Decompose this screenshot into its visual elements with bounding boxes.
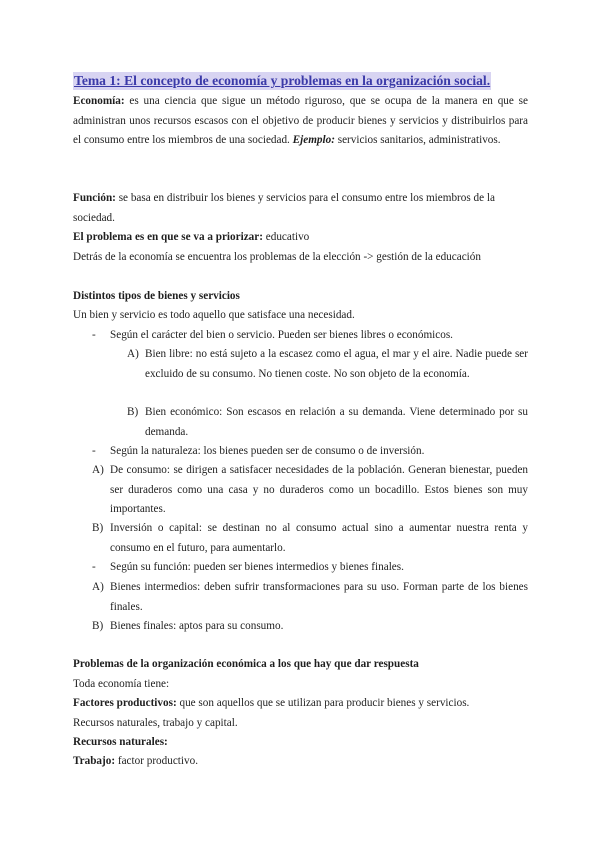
de-consumo-item: De consumo: se dirigen a satisfacer necesidades de la población. Generan bienestar, pueden ser duraderos como una casa y no duraderos como un bocadillo. Estos bienes son muy importantes. [110,464,528,515]
factores-text: que son aquellos que se utilizan para producir bienes y servicios. [179,697,470,709]
ejemplo-text: servicios sanitarios, administrativos. [337,134,501,146]
factores-paragraph [73,694,543,714]
funcion-label: Función: [73,192,116,204]
problemas-line-1: Toda economía tiene: [73,678,170,690]
inversion-item: Inversión o capital: se destinan no al consumo actual sino a aumentar nuestra renta y consumo en el futuro, para aumentarlo. [110,522,528,554]
factores-label: Factores productivos: [73,697,177,709]
economia-label: Economía: [73,95,125,107]
problema-paragraph [73,228,528,248]
list-marker-a: A) [92,581,104,593]
funcion-paragraph [73,189,528,228]
problemas-line-3: Recursos naturales, trabajo y capital. [73,717,238,729]
list-dash: - [92,445,96,457]
tipos-heading: Distintos tipos de bienes y servicios [73,290,240,302]
bien-libre-item: Bien libre: no está sujeto a la escasez como el agua, el mar y el aire. Nadie puede ser excluido de su consumo. No tienen coste. No son objeto de la economía. [145,348,528,380]
trabajo-label: Trabajo: [73,755,116,767]
bullet-funcion: Según su función: pueden ser bienes intermedios y bienes finales. [110,561,404,573]
recursos-label: Recursos naturales: [73,736,168,748]
problemas-heading: Problemas de la organización económica a los que hay que dar respuesta [73,658,419,670]
bienes-finales-item: Bienes finales: aptos para su consumo. [110,620,284,632]
trabajo-paragraph [73,752,528,772]
list-marker-b: B) [92,620,104,632]
ejemplo-label: Ejemplo: [292,134,335,146]
list-marker-b: B) [92,522,104,534]
list-dash: - [92,561,96,573]
bien-economico-item: Bien económico: Son escasos en relación a su demanda. Viene determinado por su demanda. [145,406,528,438]
list-marker-a: A) [127,348,139,360]
bullet-naturaleza: Según la naturaleza: los bienes pueden ser de consumo o de inversión. [110,445,425,457]
bullet-caracter: Según el carácter del bien o servicio. Pueden ser bienes libres o económicos. [110,329,453,341]
bienes-intermedios-item: Bienes intermedios: deben sufrir transformaciones para su uso. Forman parte de los bienes finales. [110,581,528,613]
tipos-intro: Un bien y servicio es todo aquello que satisface una necesidad. [73,309,355,321]
page-title: Tema 1: El concepto de economía y problemas en la organización social. [74,73,491,88]
list-dash: - [92,329,96,341]
economia-paragraph [73,92,528,151]
list-marker-b: B) [127,406,139,418]
problema-label: El problema es en que se va a priorizar: [73,231,263,243]
trabajo-text: factor productivo. [117,755,199,767]
detras-paragraph: Detrás de la economía se encuentra los problemas de la elección -> gestión de la educación [73,251,481,263]
problema-text: educativo [265,231,310,243]
economia-text: es una ciencia que sigue un método riguroso, que se ocupa de la manera en que se administran unos recursos escasos con el objetivo de producir bienes y servicios y distribuirlos para el consumo entre los miembros de una sociedad. [73,95,529,146]
funcion-text: se basa en distribuir los bienes y servicios para el consumo entre los miembros de la sociedad. [73,192,495,224]
list-marker-a: A) [92,464,104,476]
